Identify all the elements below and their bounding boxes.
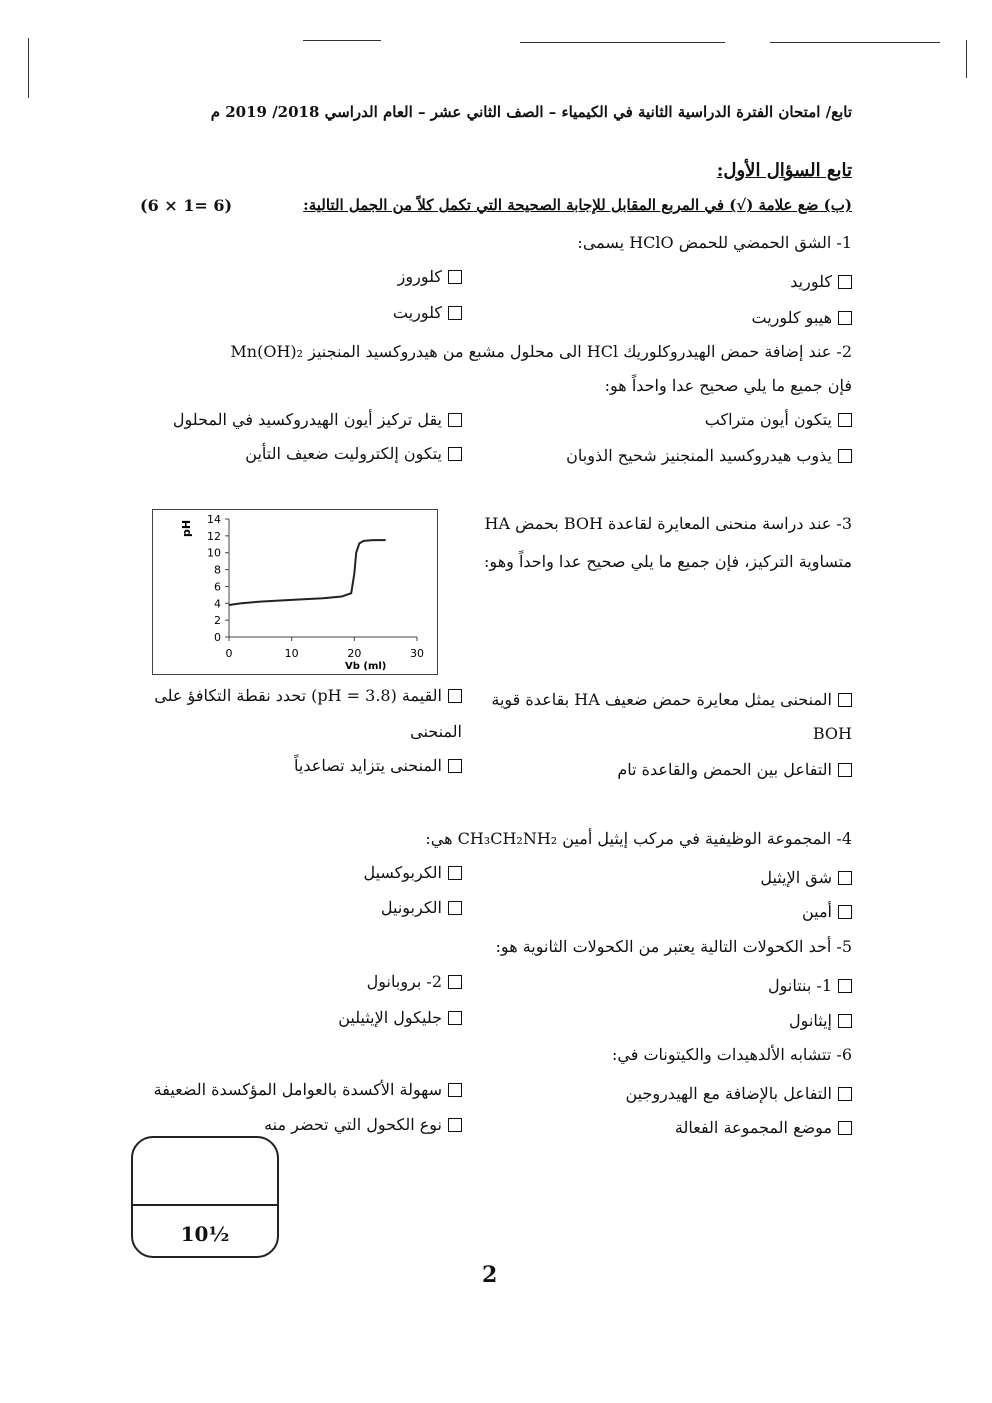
checkbox[interactable] (448, 689, 462, 703)
instruction-text: (ب) ضع علامة (√) في المربع المقابل للإجابة الصحيحة التي تكمل كلاً من الجمل التالية: (303, 196, 852, 214)
q2-option-b[interactable]: يقل تركيز أيون الهيدروكسيد في المحلول (173, 410, 462, 429)
x-tick-label: 10 (284, 647, 299, 660)
q6-option-c[interactable]: موضع المجموعة الفعالة (675, 1118, 852, 1137)
x-axis-label: Vb (ml) (345, 661, 387, 672)
checkbox[interactable] (838, 693, 852, 707)
marks-label: (6 × 1= 6) (140, 196, 233, 215)
q1-option-b[interactable]: كلوروز (398, 267, 462, 286)
q3-option-d[interactable]: المنحنى يتزايد تصاعدياً (294, 756, 462, 775)
q6-option-d[interactable]: نوع الكحول التي تحضر منه (264, 1115, 462, 1134)
checkbox[interactable] (448, 270, 462, 284)
q4-option-c[interactable]: أمين (802, 902, 852, 921)
q5-option-d[interactable]: جليكول الإيثيلين (338, 1008, 462, 1027)
score-value: 10½ (180, 1222, 230, 1246)
score-divider (133, 1204, 277, 1206)
x-tick-label: 0 (225, 647, 233, 660)
checkbox[interactable] (448, 1011, 462, 1025)
checkbox[interactable] (838, 871, 852, 885)
question-5-stem: 5- أحد الكحولات التالية يعتبر من الكحولات الثانوية هو: (495, 937, 852, 956)
checkbox[interactable] (838, 979, 852, 993)
y-tick-label: 10 (207, 546, 221, 560)
checkbox[interactable] (838, 1121, 852, 1135)
checkbox[interactable] (838, 905, 852, 919)
q5-option-a[interactable]: 1- بنتانول (768, 976, 852, 995)
x-tick-label: 30 (410, 647, 424, 660)
top-rule-right (520, 42, 725, 43)
y-tick-label: 2 (214, 614, 221, 628)
q3-option-b[interactable]: القيمة (pH = 3.8) تحدد نقطة التكافؤ على (154, 686, 462, 705)
q1-option-a[interactable]: كلوريد (790, 272, 852, 291)
top-rule-left (303, 40, 381, 41)
checkbox[interactable] (448, 306, 462, 320)
checkbox[interactable] (448, 1118, 462, 1132)
checkbox[interactable] (448, 1083, 462, 1097)
y-tick-label: 12 (207, 529, 221, 543)
top-rule-far-right (770, 42, 940, 43)
question-2-stem-cont: فإن جميع ما يلي صحيح عدا واحداً هو: (604, 376, 852, 395)
q1-option-c[interactable]: هيبو كلوريت (751, 308, 852, 327)
q3-option-a[interactable]: المنحنى يمثل معايرة حمض ضعيف HA بقاعدة قوية (491, 690, 852, 709)
checkbox[interactable] (838, 275, 852, 289)
titration-chart (152, 509, 438, 675)
y-tick-label: 6 (214, 580, 221, 594)
q5-option-b[interactable]: 2- بروبانول (367, 972, 462, 991)
q1-option-d[interactable]: كلوريت (393, 303, 462, 322)
checkbox[interactable] (448, 901, 462, 915)
y-tick-label: 8 (214, 563, 221, 577)
checkbox[interactable] (838, 763, 852, 777)
checkbox[interactable] (838, 413, 852, 427)
q3-option-a-cont: BOH (812, 724, 852, 743)
y-tick-label: 14 (207, 513, 221, 526)
question-3-stem: 3- عند دراسة منحنى المعايرة لقاعدة BOH بحمض HA (484, 514, 852, 533)
checkbox[interactable] (838, 311, 852, 325)
margin-mark-left (28, 38, 29, 98)
section-heading: تابع السؤال الأول: (716, 160, 852, 181)
checkbox[interactable] (448, 866, 462, 880)
checkbox[interactable] (838, 1087, 852, 1101)
checkbox[interactable] (838, 1014, 852, 1028)
q4-option-d[interactable]: الكربونيل (381, 898, 462, 917)
q2-option-c[interactable]: يذوب هيدروكسيد المنجنيز شحيح الذوبان (566, 446, 852, 465)
checkbox[interactable] (448, 975, 462, 989)
checkbox[interactable] (838, 449, 852, 463)
q4-option-a[interactable]: شق الإيثيل (760, 868, 852, 887)
q2-option-d[interactable]: يتكون إلكتروليت ضعيف التأين (245, 444, 462, 463)
question-4-stem: 4- المجموعة الوظيفية في مركب إيثيل أمين CH₃CH₂NH₂ هي: (425, 829, 852, 848)
y-tick-label: 4 (214, 597, 221, 611)
question-6-stem: 6- تتشابه الألدهيدات والكيتونات في: (612, 1045, 852, 1064)
question-3-stem-cont: متساوية التركيز، فإن جميع ما يلي صحيح عدا واحداً وهو: (484, 552, 852, 571)
page-number: 2 (482, 1262, 498, 1288)
q3-option-b-cont: المنحنى (410, 722, 462, 741)
q2-option-a[interactable]: يتكون أيون متراكب (705, 410, 852, 429)
q6-option-b[interactable]: سهولة الأكسدة بالعوامل المؤكسدة الضعيفة (154, 1080, 462, 1099)
checkbox[interactable] (448, 413, 462, 427)
q5-option-c[interactable]: إيثانول (789, 1011, 852, 1030)
margin-mark-right (966, 40, 967, 78)
q3-option-c[interactable]: التفاعل بين الحمض والقاعدة تام (617, 760, 852, 779)
y-axis-label: pH (180, 519, 193, 537)
q6-option-a[interactable]: التفاعل بالإضافة مع الهيدروجين (625, 1084, 852, 1103)
exam-header: تابع/ امتحان الفترة الدراسية الثانية في الكيمياء – الصف الثاني عشر – العام الدراسي 2018/ 2019 م (210, 103, 852, 121)
q4-option-b[interactable]: الكربوكسيل (363, 863, 462, 882)
y-tick-label: 0 (214, 631, 221, 644)
score-box (131, 1136, 279, 1258)
question-1-stem: 1- الشق الحمضي للحمض HClO يسمى: (577, 233, 852, 252)
checkbox[interactable] (448, 759, 462, 773)
question-2-stem: 2- عند إضافة حمض الهيدروكلوريك HCl الى محلول مشبع من هيدروكسيد المنجنيز Mn(OH)₂ (230, 342, 852, 361)
checkbox[interactable] (448, 447, 462, 461)
x-tick-label: 20 (347, 647, 362, 660)
